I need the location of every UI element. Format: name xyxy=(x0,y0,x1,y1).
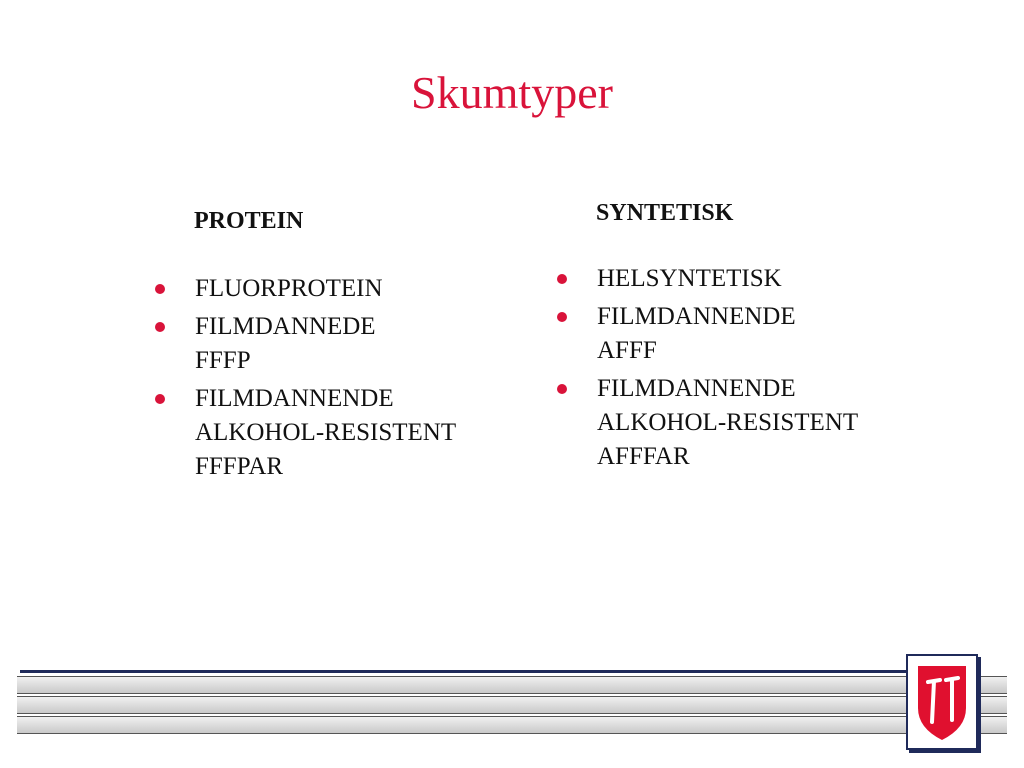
list-item: FILMDANNEDE FFFP xyxy=(155,310,485,378)
list-item: FLUORPROTEIN xyxy=(155,272,485,306)
footer-stripe xyxy=(17,696,1007,714)
footer-rule xyxy=(20,670,980,673)
bullet-dot-icon xyxy=(557,312,567,322)
bullet-dot-icon xyxy=(155,394,165,404)
footer-stripe xyxy=(17,716,1007,734)
list-item: FILMDANNENDE ALKOHOL-RESISTENT AFFFAR xyxy=(557,372,897,474)
bullet-dot-icon xyxy=(155,284,165,294)
bullet-dot-icon xyxy=(557,274,567,284)
column-heading-syntetisk: SYNTETISK xyxy=(596,200,734,226)
slide-title: Skumtyper xyxy=(411,67,613,118)
column-heading-protein: PROTEIN xyxy=(194,208,304,234)
bullet-dot-icon xyxy=(155,322,165,332)
logo xyxy=(906,654,978,750)
bullet-list-syntetisk xyxy=(557,262,897,478)
footer-stripe xyxy=(17,676,1007,694)
bullet-dot-icon xyxy=(557,384,567,394)
list-item: FILMDANNENDE ALKOHOL-RESISTENT FFFPAR xyxy=(155,382,485,484)
footer-decoration xyxy=(0,650,1024,768)
list-item: FILMDANNENDE AFFF xyxy=(557,300,897,368)
bullet-list-protein xyxy=(155,272,485,488)
fire-department-shield-icon xyxy=(908,656,976,748)
list-item: HELSYNTETISK xyxy=(557,262,897,296)
